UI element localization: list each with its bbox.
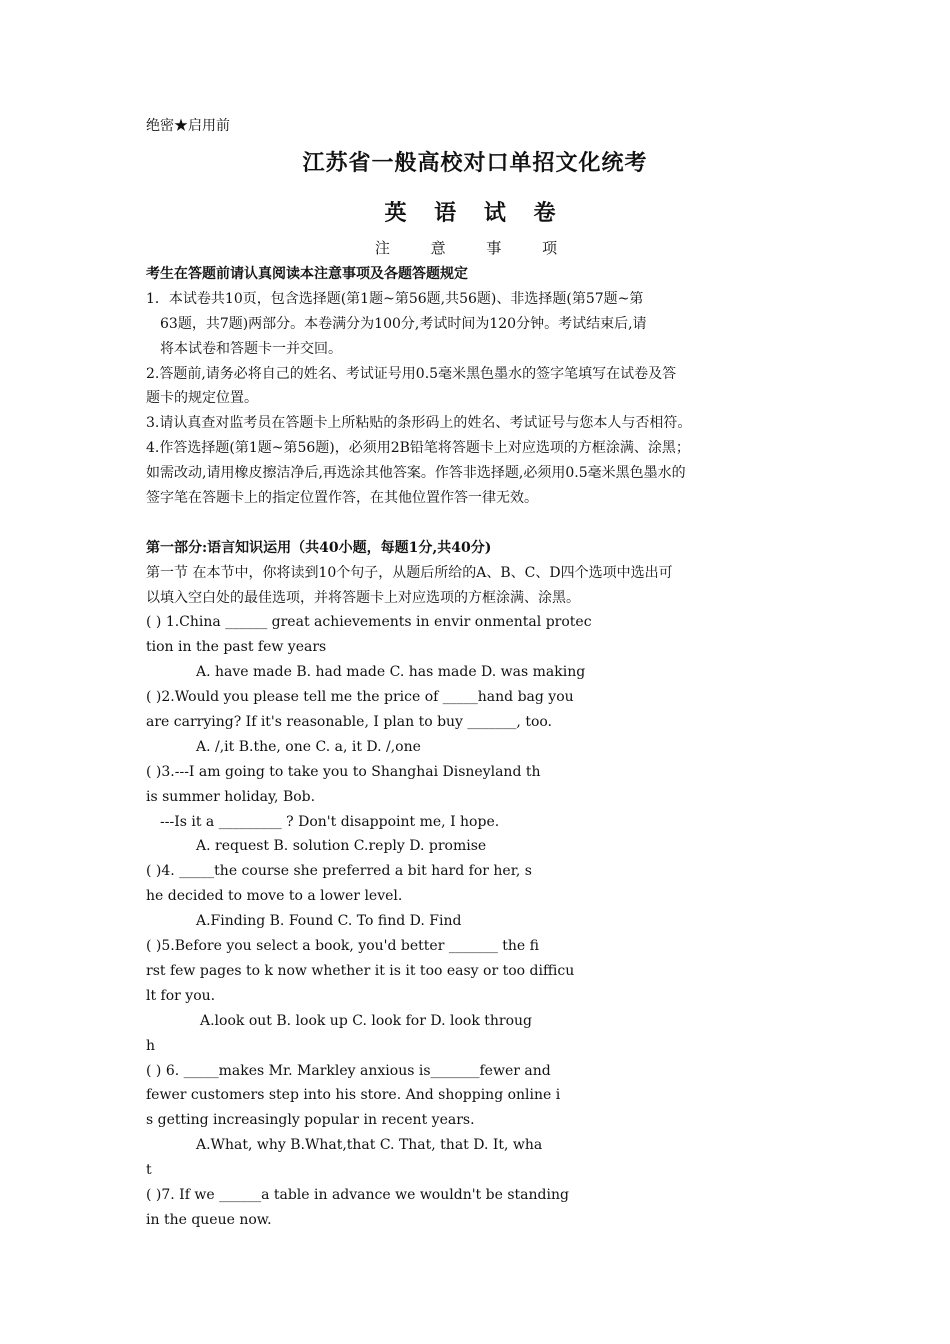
text-line: ( )3.---I am going to take you to Shanghai Disneyland th	[146, 763, 541, 780]
text-line: A. request B. solution C.reply D. promise	[196, 838, 487, 855]
text-line: ( )2.Would you please tell me the price of _____hand bag you	[146, 689, 574, 706]
exam-title: 江苏省一般高校对口单招文化统考	[302, 150, 648, 176]
confidential-mark: 绝密★启用前	[146, 118, 230, 134]
text-line: 如需改动,请用橡皮擦洁净后,再选涂其他答案。作答非选择题,必须用0.5毫米黑色墨水的	[146, 465, 686, 482]
text-line: 第一部分:语言知识运用（共40小题，每题1分,共40分)	[146, 539, 492, 556]
notice-heading: 注 意 事 项	[374, 239, 576, 257]
text-line: A. have made B. had made C. has made D. was making	[196, 664, 586, 681]
text-line: 63题，共7题)两部分。本卷满分为100分,考试时间为120分钟。考试结束后,请	[160, 315, 647, 332]
text-line: rst few pages to k now whether it is it too easy or too difficu	[146, 962, 575, 979]
text-line: 第一节 在本节中，你将读到10个句子，从题后所给的A、B、C、D四个选项中选出可	[146, 564, 673, 581]
text-line: tion in the past few years	[146, 639, 327, 656]
text-line: he decided to move to a lower level.	[146, 888, 403, 905]
text-line: A.What, why B.What,that C. That, that D. It, wha	[196, 1137, 543, 1154]
text-line: 4.作答选择题(第1题~第56题)，必须用2B铅笔将答题卡上对应选项的方框涂满、涂黑；	[146, 440, 690, 457]
text-line: ---Is it a _________ ? Don't disappoint me, I hope.	[160, 813, 500, 830]
text-line: 将本试卷和答题卡一并交回。	[160, 340, 342, 357]
text-line: lt for you.	[146, 987, 216, 1004]
text-line: 以填入空白处的最佳选项，并将答题卡上对应选项的方框涂满、涂黑。	[146, 589, 580, 606]
text-line: 3.请认真查对监考员在答题卡上所粘贴的条形码上的姓名、考试证号与您本人与否相符。	[146, 415, 692, 432]
text-line: 考生在答题前请认真阅读本注意事项及各题答题规定	[146, 266, 468, 282]
text-line: are carrying? If it's reasonable, I plan to buy _______, too.	[146, 714, 553, 731]
document-body	[146, 262, 816, 1233]
text-line: fewer customers step into his store. And shopping online i	[146, 1087, 561, 1104]
text-line: h	[146, 1037, 156, 1054]
text-line: t	[146, 1162, 152, 1179]
text-line: 2.答题前,请务必将自己的姓名、考试证号用0.5毫米黑色墨水的签字笔填写在试卷及答	[146, 365, 677, 382]
text-line: ( )4. _____the course she preferred a bit hard for her, s	[146, 863, 532, 880]
text-line: is summer holiday, Bob.	[146, 788, 316, 805]
text-line: in the queue now.	[146, 1211, 272, 1228]
text-line: 签字笔在答题卡上的指定位置作答，在其他位置作答一律无效。	[146, 490, 538, 507]
text-line	[146, 511, 816, 536]
subject-title: 英 语 试 卷	[384, 200, 566, 226]
text-line: 1．本试卷共10页，包含选择题(第1题~第56题,共56题)、非选择题(第57题~第	[146, 290, 644, 307]
text-line: A.look out B. look up C. look for D. look throug	[200, 1012, 533, 1029]
text-line: s getting increasingly popular in recent years.	[146, 1112, 475, 1129]
text-line: A. /,it B.the, one C. a, it D. /,one	[196, 738, 421, 755]
text-line: ( )7. If we ______a table in advance we wouldn't be standing	[146, 1186, 569, 1203]
text-line: ( ) 6. _____makes Mr. Markley anxious is_______fewer and	[146, 1062, 551, 1079]
text-line: ( ) 1.China ______ great achievements in envir onmental protec	[146, 614, 592, 631]
text-line: A.Finding B. Found C. To find D. Find	[196, 913, 462, 930]
text-line: 题卡的规定位置。	[146, 390, 258, 407]
text-line: ( )5.Before you select a book, you'd better _______ the fi	[146, 938, 540, 955]
